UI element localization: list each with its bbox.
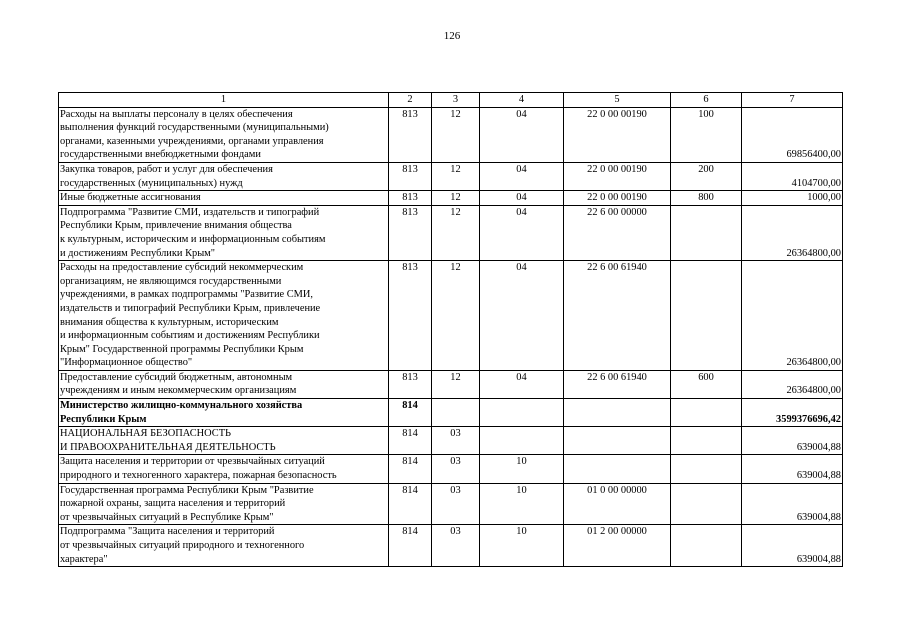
row-subsection-cell: 04 [480,191,564,206]
table-row [59,370,843,398]
row-target-article-cell: 01 2 00 00000 [564,525,671,567]
table-row [59,455,843,483]
row-section-cell: 03 [432,483,480,525]
row-name-cell: Предоставление субсидий бюджетным, автономным учреждениям и иным некоммерческим организациям [59,370,389,398]
row-expense-type-cell: 800 [671,191,742,206]
row-expense-type-cell [671,525,742,567]
row-grbs-cell: 814 [389,483,432,525]
row-expense-type-cell [671,261,742,371]
row-target-article-cell [564,427,671,455]
row-section-cell: 03 [432,427,480,455]
budget-table [58,92,843,567]
row-grbs-cell: 814 [389,399,432,427]
table-row [59,205,843,260]
row-section-cell: 12 [432,191,480,206]
row-target-article-cell [564,399,671,427]
row-name-cell: Расходы на выплаты персоналу в целях обеспечения выполнения функций государственными (муниципальными) органами, казенными учреждениями, органами управления государственными внебюджетными фондами [59,107,389,162]
row-name-cell: Защита населения и территории от чрезвычайных ситуаций природного и техногенного характера, пожарная безопасность [59,455,389,483]
row-grbs-cell: 813 [389,162,432,190]
row-section-cell: 03 [432,525,480,567]
row-subsection-cell: 10 [480,455,564,483]
row-name-cell: НАЦИОНАЛЬНАЯ БЕЗОПАСНОСТЬ И ПРАВООХРАНИТЕЛЬНАЯ ДЕЯТЕЛЬНОСТЬ [59,427,389,455]
row-target-article-cell: 22 6 00 61940 [564,370,671,398]
row-amount-cell: 639004,88 [742,427,843,455]
row-section-cell: 12 [432,205,480,260]
row-amount-cell: 4104700,00 [742,162,843,190]
row-grbs-cell: 813 [389,370,432,398]
row-section-cell: 12 [432,162,480,190]
row-subsection-cell: 04 [480,205,564,260]
row-amount-cell: 69856400,00 [742,107,843,162]
row-target-article-cell: 22 0 00 00190 [564,191,671,206]
row-subsection-cell: 10 [480,483,564,525]
row-name-cell: Подпрограмма "Развитие СМИ, издательств и типографий Республики Крым, привлечение внимания общества к культурным, историческим и информационным событиям и достижениям Республики Крым" [59,205,389,260]
row-target-article-cell [564,455,671,483]
row-grbs-cell: 814 [389,427,432,455]
header-cell: 2 [389,93,432,108]
row-expense-type-cell [671,399,742,427]
row-grbs-cell: 813 [389,107,432,162]
table-row [59,525,843,567]
row-target-article-cell: 22 0 00 00190 [564,107,671,162]
table-header-row [59,93,843,108]
row-name-cell: Подпрограмма "Защита населения и территорий от чрезвычайных ситуаций природного и техногенного характера" [59,525,389,567]
row-grbs-cell: 813 [389,205,432,260]
table-row [59,107,843,162]
table-row [59,261,843,371]
header-cell: 3 [432,93,480,108]
row-name-cell: Иные бюджетные ассигнования [59,191,389,206]
row-grbs-cell: 814 [389,525,432,567]
row-subsection-cell: 04 [480,162,564,190]
table-row [59,427,843,455]
row-subsection-cell [480,399,564,427]
row-name-cell: Государственная программа Республики Крым "Развитие пожарной охраны, защита населения и территорий от чрезвычайных ситуаций в Республике Крым" [59,483,389,525]
row-grbs-cell: 813 [389,261,432,371]
table-row [59,483,843,525]
row-amount-cell: 639004,88 [742,455,843,483]
row-section-cell: 12 [432,107,480,162]
row-target-article-cell: 22 6 00 61940 [564,261,671,371]
row-expense-type-cell [671,205,742,260]
row-amount-cell: 639004,88 [742,483,843,525]
row-target-article-cell: 22 0 00 00190 [564,162,671,190]
table-row [59,191,843,206]
row-name-cell: Министерство жилищно-коммунального хозяйства Республики Крым [59,399,389,427]
row-subsection-cell [480,427,564,455]
row-subsection-cell: 10 [480,525,564,567]
header-cell: 7 [742,93,843,108]
row-expense-type-cell [671,455,742,483]
row-amount-cell: 3599376696,42 [742,399,843,427]
row-subsection-cell: 04 [480,107,564,162]
header-cell: 5 [564,93,671,108]
page-number: 126 [443,30,461,42]
row-grbs-cell: 814 [389,455,432,483]
row-amount-cell: 1000,00 [742,191,843,206]
header-cell: 1 [59,93,389,108]
row-target-article-cell: 01 0 00 00000 [564,483,671,525]
header-cell: 6 [671,93,742,108]
row-name-cell: Закупка товаров, работ и услуг для обеспечения государственных (муниципальных) нужд [59,162,389,190]
header-cell: 4 [480,93,564,108]
row-section-cell: 12 [432,370,480,398]
row-target-article-cell: 22 6 00 00000 [564,205,671,260]
row-amount-cell: 26364800,00 [742,261,843,371]
row-subsection-cell: 04 [480,261,564,371]
row-subsection-cell: 04 [480,370,564,398]
row-expense-type-cell [671,427,742,455]
row-amount-cell: 639004,88 [742,525,843,567]
table-row [59,162,843,190]
table-row [59,399,843,427]
row-amount-cell: 26364800,00 [742,370,843,398]
row-expense-type-cell [671,483,742,525]
row-expense-type-cell: 200 [671,162,742,190]
row-expense-type-cell: 600 [671,370,742,398]
row-section-cell: 12 [432,261,480,371]
row-expense-type-cell: 100 [671,107,742,162]
row-section-cell: 03 [432,455,480,483]
row-name-cell: Расходы на предоставление субсидий некоммерческим организациям, не являющимся государственными учреждениями, в рамках подпрограммы "Развитие СМИ, издательств и типографий Республики Крым, привлечение внимания общества к культурным, историческим и информационным событиям и достижениям Республики Крым" Государственной программы Республики Крым "Информационное общество" [59,261,389,371]
row-grbs-cell: 813 [389,191,432,206]
row-amount-cell: 26364800,00 [742,205,843,260]
row-section-cell [432,399,480,427]
